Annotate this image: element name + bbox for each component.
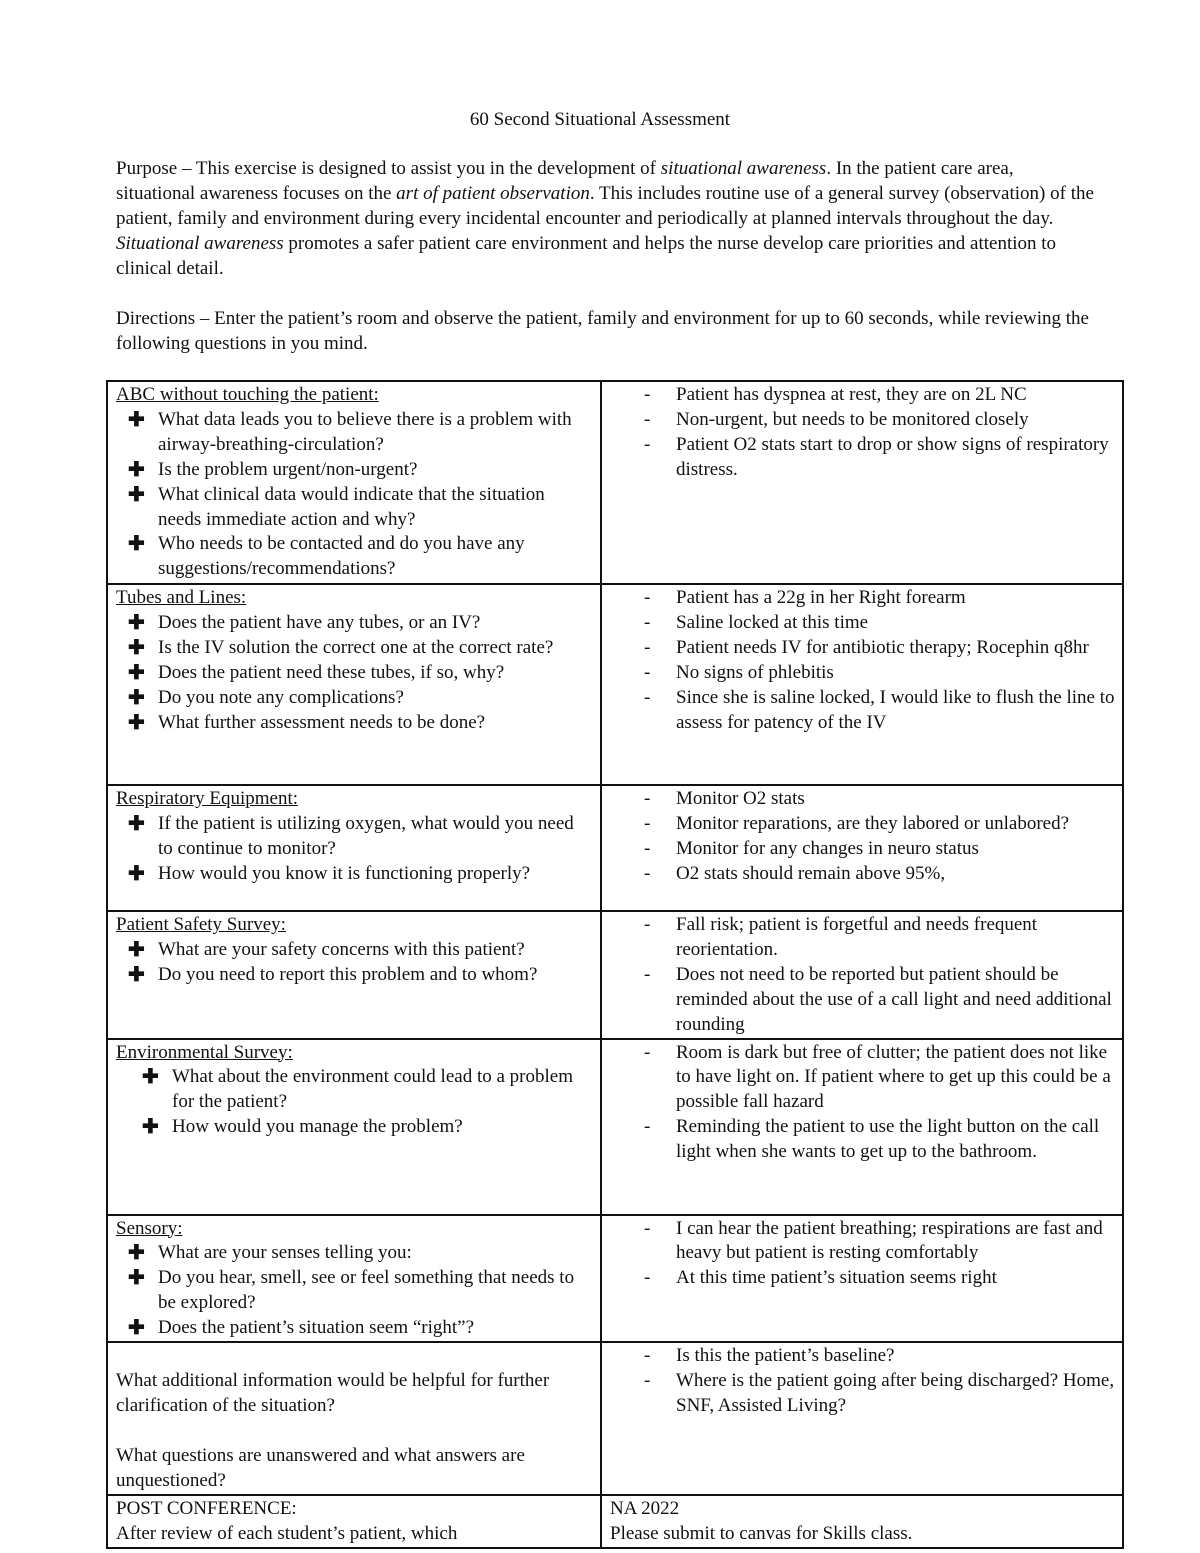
cross-bullet-icon: ✚ xyxy=(128,611,145,634)
respiratory-questions-cell xyxy=(107,785,601,911)
section-heading: Environmental Survey: xyxy=(116,1041,293,1063)
post-conference-text: After review of each student’s patient, which xyxy=(116,1522,458,1544)
dash-bullet: - xyxy=(644,837,651,859)
question-list xyxy=(116,1241,592,1341)
list-item xyxy=(128,938,592,963)
dash-bullet: - xyxy=(644,812,651,834)
answer-text: Does not need to be reported but patient should be reminded about the use of a call light and need additional rounding xyxy=(676,963,1112,1035)
question-text: Is the problem urgent/non-urgent? xyxy=(158,458,418,480)
list-item xyxy=(128,532,592,582)
table-row xyxy=(107,1039,1123,1215)
list-item xyxy=(644,408,1116,433)
dash-bullet: - xyxy=(644,862,651,884)
question-text: What are your safety concerns with this patient? xyxy=(158,938,525,960)
cross-bullet-icon: ✚ xyxy=(128,1267,145,1290)
course-code: NA 2022 xyxy=(610,1497,680,1519)
list-item xyxy=(128,1241,592,1266)
cross-bullet-icon: ✚ xyxy=(128,483,145,506)
question-text: What about the environment could lead to a problem for the patient? xyxy=(172,1066,573,1113)
purpose-text: . This includes routine use of a general survey (observation) of the patient, family and environment during every incidental encounter and periodically at planned intervals throughout the day. xyxy=(116,183,1094,229)
list-item xyxy=(644,837,1116,862)
additional-answers-cell xyxy=(601,1342,1123,1495)
dash-bullet: - xyxy=(644,384,651,405)
environment-questions-cell xyxy=(107,1039,601,1215)
answer-text: Monitor for any changes in neuro status xyxy=(676,837,979,859)
safety-answers-cell xyxy=(601,911,1123,1039)
question-text: Do you note any complications? xyxy=(158,686,404,708)
table-row xyxy=(107,1342,1123,1495)
abc-questions-cell xyxy=(107,381,601,584)
answer-list xyxy=(638,787,1116,887)
purpose-emphasis: Situational awareness xyxy=(116,233,284,254)
answer-text: Since she is saline locked, I would like to flush the line to assess for patency of the IV xyxy=(676,686,1115,733)
list-item xyxy=(128,862,592,887)
question-text: Who needs to be contacted and do you have any suggestions/recommendations? xyxy=(158,533,525,580)
dash-bullet: - xyxy=(644,408,651,430)
question-list xyxy=(116,1065,592,1140)
dash-bullet: - xyxy=(644,636,651,658)
list-item xyxy=(644,1266,1116,1291)
dash-bullet: - xyxy=(644,1369,651,1391)
list-item xyxy=(128,408,592,458)
purpose-paragraph xyxy=(116,156,1096,281)
additional-question-1: What additional information would be helpful for further clarification of the situation? xyxy=(116,1370,550,1416)
question-text: If the patient is utilizing oxygen, what would you need to continue to monitor? xyxy=(158,812,574,859)
list-item xyxy=(128,711,592,736)
list-item xyxy=(644,812,1116,837)
list-item xyxy=(128,458,592,483)
purpose-emphasis: situational awareness xyxy=(660,158,827,179)
list-item xyxy=(644,686,1116,736)
additional-question-2: What questions are unanswered and what answers are unquestioned? xyxy=(116,1444,525,1491)
question-text: Does the patient need these tubes, if so, why? xyxy=(158,661,505,683)
cross-bullet-icon: ✚ xyxy=(128,938,145,961)
answer-text: O2 stats should remain above 95%, xyxy=(676,862,946,884)
answer-list xyxy=(638,1344,1116,1419)
list-item xyxy=(142,1115,592,1140)
document-title: 60 Second Situational Assessment xyxy=(469,109,731,130)
answer-text: Saline locked at this time xyxy=(676,611,869,633)
answer-text: Monitor O2 stats xyxy=(676,788,805,809)
dash-bullet: - xyxy=(644,587,651,608)
cross-bullet-icon: ✚ xyxy=(128,686,145,709)
list-item xyxy=(644,787,1116,812)
dash-bullet: - xyxy=(644,1267,651,1289)
safety-questions-cell xyxy=(107,911,601,1039)
cross-bullet-icon: ✚ xyxy=(128,636,145,659)
dash-bullet: - xyxy=(644,1116,651,1138)
submission-note: Please submit to canvas for Skills class. xyxy=(610,1522,913,1544)
cross-bullet-icon: ✚ xyxy=(128,711,145,734)
table-row xyxy=(107,584,1123,785)
question-text: How would you manage the problem? xyxy=(172,1116,463,1138)
list-item xyxy=(128,686,592,711)
question-list xyxy=(116,408,592,582)
list-item xyxy=(128,1316,592,1341)
list-item xyxy=(644,1369,1116,1419)
question-text: How would you know it is functioning properly? xyxy=(158,862,531,884)
cross-bullet-icon: ✚ xyxy=(128,1317,145,1340)
answer-list xyxy=(638,913,1116,1038)
answer-text: Patient has dyspnea at rest, they are on 2L NC xyxy=(676,384,1027,405)
spacer xyxy=(116,1419,592,1444)
answer-text: I can hear the patient breathing; respirations are fast and heavy but patient is resting comfortably xyxy=(676,1217,1103,1264)
purpose-text: . In the patient care area, situational awareness focuses on the xyxy=(116,158,1014,204)
question-text: Is the IV solution the correct one at the correct rate? xyxy=(158,636,554,658)
list-item xyxy=(644,963,1116,1038)
question-text: What are your senses telling you: xyxy=(158,1242,412,1264)
section-heading: ABC without touching the patient: xyxy=(116,384,379,405)
answer-text: Non-urgent, but needs to be monitored closely xyxy=(676,408,1029,430)
table-row xyxy=(107,785,1123,911)
dash-bullet: - xyxy=(644,686,651,708)
list-item xyxy=(644,611,1116,636)
directions-paragraph: Directions – Enter the patient’s room and observe the patient, family and environment for up to 60 seconds, while reviewing the following questions in you mind. xyxy=(116,308,1089,354)
section-heading: Sensory: xyxy=(116,1217,183,1239)
sensory-questions-cell xyxy=(107,1215,601,1343)
answer-text: Patient O2 stats start to drop or show signs of respiratory distress. xyxy=(676,433,1109,480)
post-conference-right-cell xyxy=(601,1495,1123,1548)
assessment-table xyxy=(106,380,1124,1549)
section-heading: Tubes and Lines: xyxy=(116,587,247,608)
table-row xyxy=(107,381,1123,584)
sensory-answers-cell xyxy=(601,1215,1123,1343)
dash-bullet: - xyxy=(644,1217,651,1239)
list-item xyxy=(644,913,1116,963)
answer-list xyxy=(638,586,1116,735)
cross-bullet-icon: ✚ xyxy=(128,533,145,556)
post-conference-heading: POST CONFERENCE: xyxy=(116,1497,297,1519)
list-item xyxy=(644,1041,1116,1116)
answer-list xyxy=(638,383,1116,483)
question-text: Does the patient have any tubes, or an IV? xyxy=(158,611,481,633)
question-text: What clinical data would indicate that the situation needs immediate action and why? xyxy=(158,483,545,530)
list-item xyxy=(128,812,592,862)
dash-bullet: - xyxy=(644,611,651,633)
question-list xyxy=(116,812,592,887)
list-item xyxy=(128,661,592,686)
answer-text: Monitor reparations, are they labored or unlabored? xyxy=(676,812,1070,834)
tubes-answers-cell xyxy=(601,584,1123,785)
abc-answers-cell xyxy=(601,381,1123,584)
respiratory-answers-cell xyxy=(601,785,1123,911)
answer-list xyxy=(638,1217,1116,1292)
cross-bullet-icon: ✚ xyxy=(128,1242,145,1265)
cross-bullet-icon: ✚ xyxy=(142,1066,159,1089)
list-item xyxy=(644,1344,1116,1369)
purpose-text: Purpose – This exercise is designed to assist you in the development of xyxy=(116,158,661,179)
cross-bullet-icon: ✚ xyxy=(128,862,145,885)
tubes-questions-cell xyxy=(107,584,601,785)
answer-text: Patient has a 22g in her Right forearm xyxy=(676,587,966,608)
cross-bullet-icon: ✚ xyxy=(128,458,145,481)
list-item xyxy=(644,433,1116,483)
cross-bullet-icon: ✚ xyxy=(142,1116,159,1139)
question-list xyxy=(116,938,592,988)
answer-text: Room is dark but free of clutter; the patient does not like to have light on. If patient where to get up this could be a possible fall hazard xyxy=(676,1041,1111,1113)
list-item xyxy=(644,661,1116,686)
answer-text: Patient needs IV for antibiotic therapy; Rocephin q8hr xyxy=(676,636,1089,658)
table-row xyxy=(107,911,1123,1039)
dash-bullet: - xyxy=(644,433,651,455)
purpose-text: promotes a safer patient care environment and helps the nurse develop care priorities and attention to clinical detail. xyxy=(116,233,1057,279)
dash-bullet: - xyxy=(644,661,651,683)
list-item xyxy=(644,586,1116,611)
cross-bullet-icon: ✚ xyxy=(128,812,145,835)
post-conference-cell xyxy=(107,1495,601,1548)
dash-bullet: - xyxy=(644,788,651,809)
list-item xyxy=(644,862,1116,887)
answer-text: Where is the patient going after being discharged? Home, SNF, Assisted Living? xyxy=(676,1369,1115,1416)
question-text: Do you need to report this problem and to whom? xyxy=(158,963,538,985)
list-item xyxy=(644,1115,1116,1165)
section-heading: Patient Safety Survey: xyxy=(116,914,286,935)
dash-bullet: - xyxy=(644,963,651,985)
answer-text: Reminding the patient to use the light button on the call light when she wants to get up to the bathroom. xyxy=(676,1116,1100,1163)
additional-questions-cell xyxy=(107,1342,601,1495)
list-item xyxy=(142,1065,592,1115)
list-item xyxy=(644,1217,1116,1267)
question-list xyxy=(116,611,592,736)
list-item xyxy=(128,636,592,661)
spacer xyxy=(116,1344,592,1369)
question-text: Do you hear, smell, see or feel something that needs to be explored? xyxy=(158,1267,575,1314)
environment-answers-cell xyxy=(601,1039,1123,1215)
answer-text: Fall risk; patient is forgetful and needs frequent reorientation. xyxy=(676,914,1038,960)
section-heading: Respiratory Equipment: xyxy=(116,788,299,809)
dash-bullet: - xyxy=(644,914,651,935)
question-text: Does the patient’s situation seem “right”? xyxy=(158,1317,475,1339)
answer-text: No signs of phlebitis xyxy=(676,661,834,683)
list-item xyxy=(128,611,592,636)
purpose-emphasis: art of patient observation xyxy=(396,183,590,204)
question-text: What further assessment needs to be done? xyxy=(158,711,486,733)
question-text: What data leads you to believe there is a problem with airway-breathing-circulation? xyxy=(158,408,572,455)
dash-bullet: - xyxy=(644,1041,651,1063)
list-item xyxy=(128,1266,592,1316)
cross-bullet-icon: ✚ xyxy=(128,661,145,684)
answer-list xyxy=(638,1041,1116,1166)
list-item xyxy=(128,963,592,988)
list-item xyxy=(128,483,592,533)
cross-bullet-icon: ✚ xyxy=(128,408,145,431)
answer-text: Is this the patient’s baseline? xyxy=(676,1345,895,1367)
list-item xyxy=(644,636,1116,661)
table-row xyxy=(107,1495,1123,1548)
cross-bullet-icon: ✚ xyxy=(128,963,145,986)
table-row xyxy=(107,1215,1123,1343)
answer-text: At this time patient’s situation seems right xyxy=(676,1267,997,1289)
dash-bullet: - xyxy=(644,1345,651,1367)
list-item xyxy=(644,383,1116,408)
